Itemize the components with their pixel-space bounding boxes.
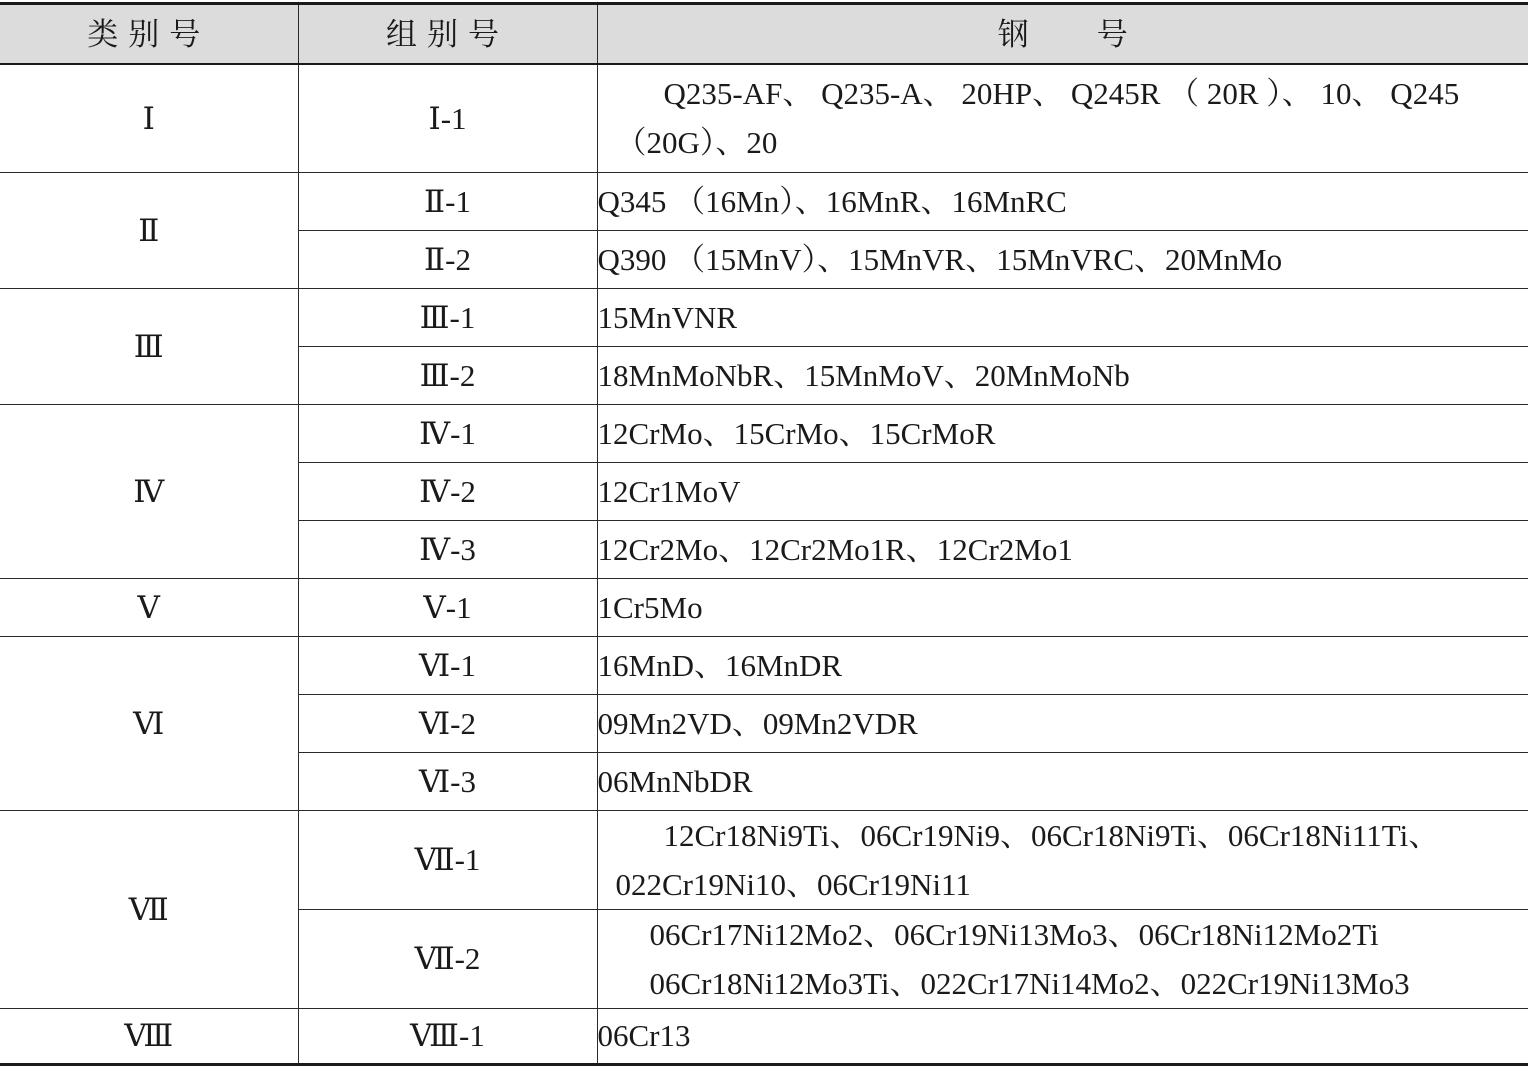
table-row bbox=[0, 636, 1528, 694]
table-row bbox=[0, 288, 1528, 346]
steel-cell: 1Cr5Mo bbox=[597, 578, 1528, 636]
group-cell: Ⅱ-1 bbox=[298, 172, 597, 230]
category-cell: Ⅰ bbox=[0, 64, 298, 172]
group-cell: Ⅷ-1 bbox=[298, 1008, 597, 1064]
steel-cell: 12Cr1MoV bbox=[597, 462, 1528, 520]
group-cell: Ⅵ-2 bbox=[298, 694, 597, 752]
steel-cell: 12Cr2Mo、12Cr2Mo1R、12Cr2Mo1 bbox=[597, 520, 1528, 578]
steel-cell: Q345 （16Mn）、16MnR、16MnRC bbox=[597, 172, 1528, 230]
steel-cell: 12CrMo、15CrMo、15CrMoR bbox=[597, 404, 1528, 462]
steel-line: 06Cr18Ni12Mo3Ti、022Cr17Ni14Mo2、022Cr19Ni13Mo3 bbox=[649, 965, 1410, 1001]
category-cell: Ⅵ bbox=[0, 636, 298, 810]
group-cell: Ⅶ-1 bbox=[298, 810, 597, 909]
header-steel: 钢号 bbox=[597, 4, 1528, 65]
steel-cell: Q390 （15MnV）、15MnVR、15MnVRC、20MnMo bbox=[597, 230, 1528, 288]
steel-line: 06Cr17Ni12Mo2、06Cr19Ni13Mo3、06Cr18Ni12Mo2Ti bbox=[649, 916, 1379, 952]
group-cell: Ⅳ-3 bbox=[298, 520, 597, 578]
category-cell: Ⅶ bbox=[0, 810, 298, 1008]
table-row bbox=[0, 64, 1528, 172]
header-group: 组别号 bbox=[298, 4, 597, 65]
steel-cell: 16MnD、16MnDR bbox=[597, 636, 1528, 694]
steel-cell: 09Mn2VD、09Mn2VDR bbox=[597, 694, 1528, 752]
group-cell: Ⅰ-1 bbox=[298, 64, 597, 172]
category-cell: Ⅷ bbox=[0, 1008, 298, 1064]
group-cell: Ⅳ-1 bbox=[298, 404, 597, 462]
group-cell: Ⅴ-1 bbox=[298, 578, 597, 636]
steel-cell: 06Cr13 bbox=[597, 1008, 1528, 1064]
category-cell: Ⅲ bbox=[0, 288, 298, 404]
group-cell: Ⅲ-1 bbox=[298, 288, 597, 346]
steel-cell: 18MnMoNbR、15MnMoV、20MnMoNb bbox=[597, 346, 1528, 404]
steel-cell: 12Cr18Ni9Ti、06Cr19Ni9、06Cr18Ni9Ti、06Cr18Ni11Ti、022Cr19Ni10、06Cr19Ni11 bbox=[597, 810, 1528, 909]
group-cell: Ⅵ-3 bbox=[298, 752, 597, 810]
steel-cell: 15MnVNR bbox=[597, 288, 1528, 346]
table-row bbox=[0, 404, 1528, 462]
table-header-row bbox=[0, 4, 1528, 65]
group-cell: Ⅲ-2 bbox=[298, 346, 597, 404]
steel-cell: Q235-AF、 Q235-A、 20HP、 Q245R （ 20R ）、 10、 Q245（20G）、20 bbox=[597, 64, 1528, 172]
steel-classification-table bbox=[0, 2, 1528, 1066]
category-cell: Ⅴ bbox=[0, 578, 298, 636]
category-cell: Ⅳ bbox=[0, 404, 298, 578]
table-row bbox=[0, 1008, 1528, 1064]
category-cell: Ⅱ bbox=[0, 172, 298, 288]
steel-cell bbox=[597, 909, 1528, 1008]
group-cell: Ⅵ-1 bbox=[298, 636, 597, 694]
table-row bbox=[0, 578, 1528, 636]
steel-cell: 06MnNbDR bbox=[597, 752, 1528, 810]
table-row bbox=[0, 810, 1528, 909]
group-cell: Ⅶ-2 bbox=[298, 909, 597, 1008]
table-row bbox=[0, 172, 1528, 230]
header-category: 类别号 bbox=[0, 4, 298, 65]
group-cell: Ⅱ-2 bbox=[298, 230, 597, 288]
group-cell: Ⅳ-2 bbox=[298, 462, 597, 520]
